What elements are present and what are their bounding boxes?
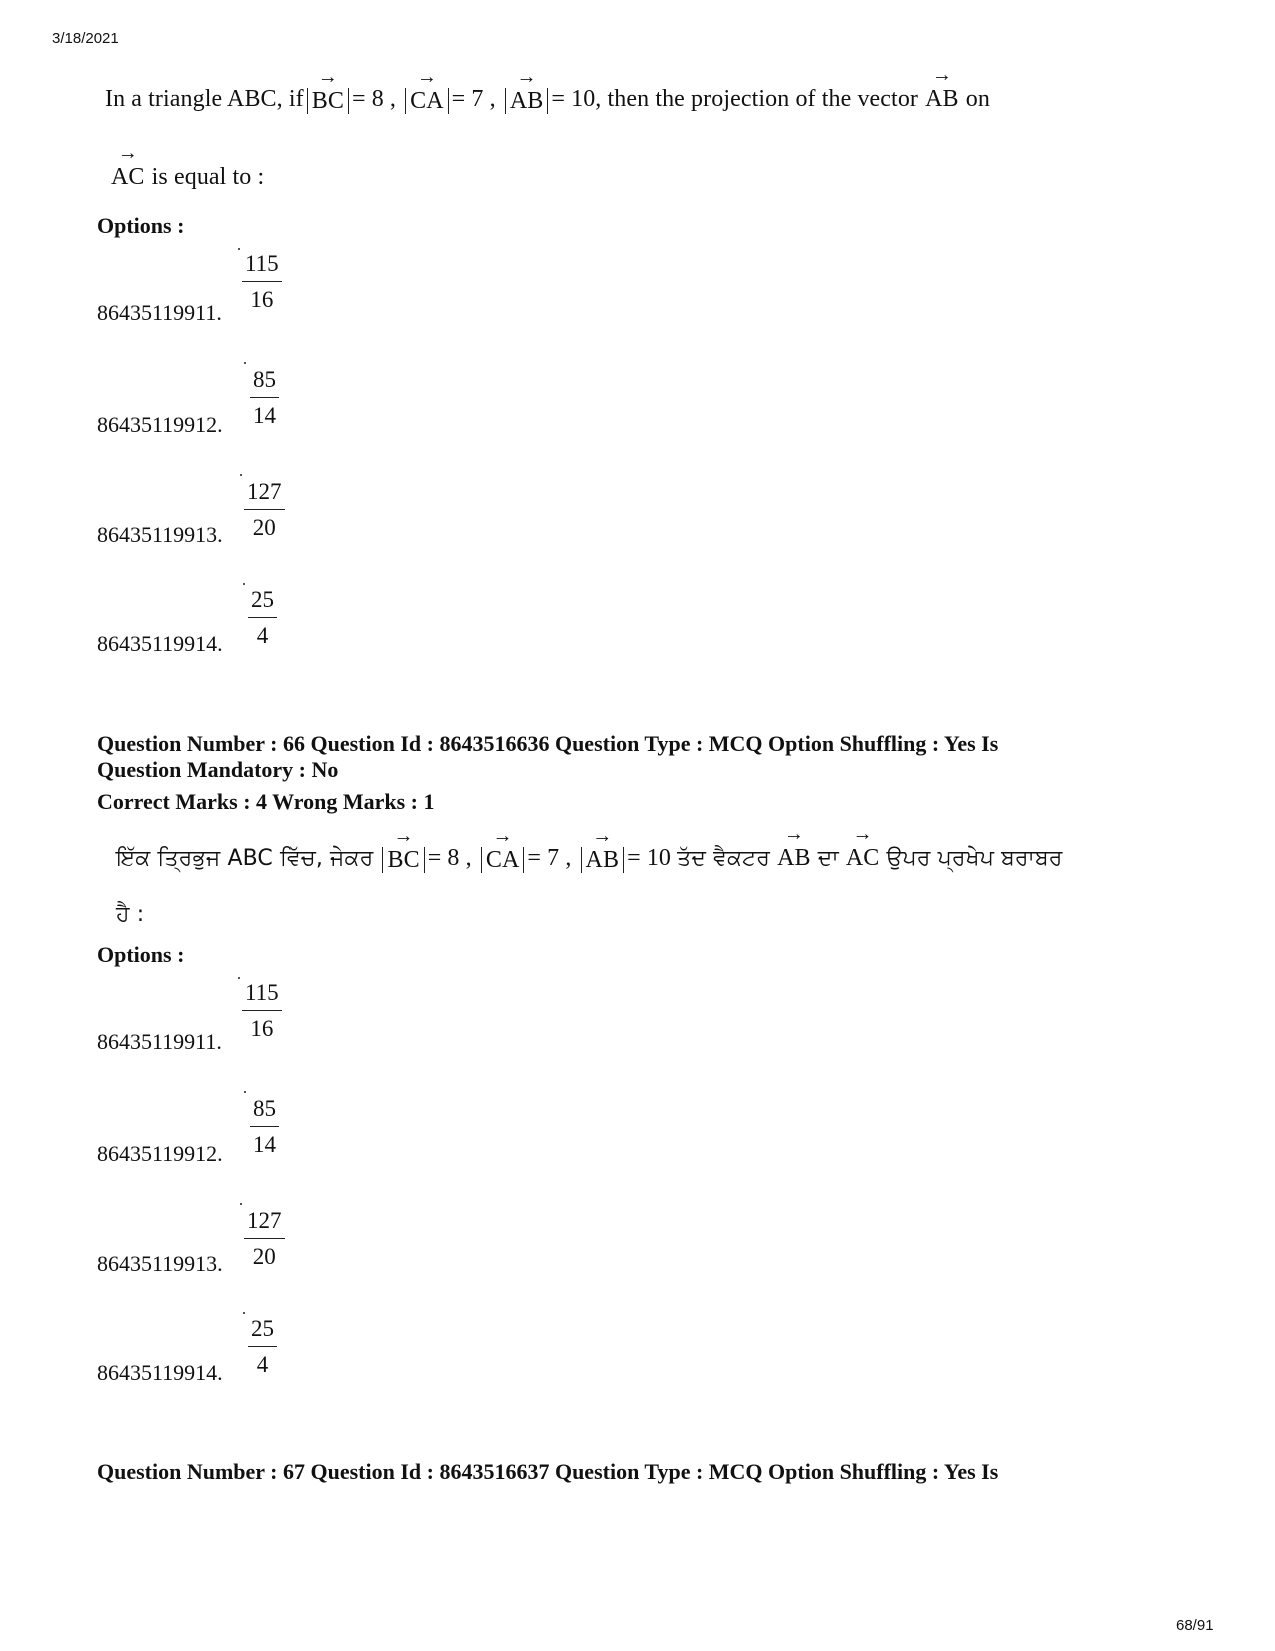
q66-abs-ca [481, 825, 525, 873]
arrow-icon: → [317, 66, 338, 88]
fraction-numerator: 25 [248, 1317, 277, 1347]
q66-marks: Correct Marks : 4 Wrong Marks : 1 [97, 789, 435, 814]
fraction-numerator: 25 [248, 588, 277, 618]
q65-text-on: on [965, 86, 990, 112]
q66-abs-ab [581, 825, 625, 873]
page-number: 68/91 [1176, 1617, 1214, 1634]
tick-mark [238, 248, 240, 250]
q66-option-1-id: 86435119911. [97, 1029, 222, 1054]
arrow-icon: → [416, 66, 437, 88]
q65-option-4-id: 86435119914. [97, 631, 223, 656]
q65-question-line-2 [110, 142, 265, 191]
q65-text-intro: In a triangle ABC, if [105, 86, 304, 112]
fraction-denominator: 14 [253, 1132, 276, 1157]
q66-options-label: Options : [97, 942, 185, 967]
tick-mark [240, 1203, 242, 1205]
q65-option-2-id: 86435119912. [97, 412, 223, 437]
fraction-denominator: 4 [256, 623, 269, 648]
fraction-numerator: 127 [244, 1209, 285, 1239]
tick-mark [240, 474, 242, 476]
q66-text-da: ਦਾ [817, 846, 839, 871]
q66-option-2-fraction [250, 1097, 279, 1156]
q66-abs-bc [382, 825, 424, 873]
q65-question-line-1 [105, 64, 990, 114]
q66-text-vector: ਤੱਦ ਵੈਕਟਰ [677, 846, 770, 871]
q65-option-3-id: 86435119913. [97, 522, 223, 547]
q67-meta-line-1: Question Number : 67 Question Id : 8643516637 Question Type : MCQ Option Shuffling : Yes Is [97, 1459, 999, 1484]
fraction-denominator: 16 [250, 1016, 274, 1041]
q66-option-2-id: 86435119912. [97, 1141, 223, 1166]
fraction-numerator: 85 [250, 368, 279, 398]
arrow-icon: → [783, 823, 804, 845]
fraction-denominator: 20 [252, 515, 276, 540]
print-date: 3/18/2021 [52, 30, 119, 47]
arrow-icon: → [592, 825, 613, 847]
q65-option-1-fraction [242, 252, 282, 311]
q65-vector-ab: AB [509, 88, 544, 114]
fraction-denominator: 16 [250, 287, 274, 312]
q65-eq-8: = 8 , [351, 86, 396, 112]
arrow-icon: → [393, 825, 414, 847]
fraction-denominator: 4 [256, 1352, 269, 1377]
q65-vec-ac: → AC [111, 142, 145, 190]
q66-eq-10: = 10 [627, 845, 672, 871]
q65-eq-10: = 10 [551, 86, 596, 112]
arrow-icon: → [117, 142, 138, 164]
fraction-numerator: 115 [242, 981, 282, 1011]
arrow-icon: → [931, 64, 952, 86]
arrow-icon: → [852, 823, 873, 845]
q65-vec-ab: → AB [925, 64, 959, 112]
fraction-numerator: 85 [250, 1097, 279, 1127]
q66-option-4-fraction [248, 1317, 277, 1376]
q66-meta-line-2: Question Mandatory : No [97, 757, 339, 782]
q65-options-label: Options : [97, 213, 185, 238]
q66-vector-ca: CA [485, 847, 520, 873]
tick-mark [244, 1091, 246, 1093]
q66-option-3-id: 86435119913. [97, 1251, 223, 1276]
fraction-denominator: 20 [252, 1244, 276, 1269]
q65-text-equal: is equal to : [151, 164, 265, 190]
arrow-icon: → [516, 66, 537, 88]
q66-option-1-fraction [242, 981, 282, 1040]
q66-question-line-1 [116, 823, 1063, 873]
q65-option-3-fraction [244, 480, 285, 539]
fraction-numerator: 115 [242, 252, 282, 282]
fraction-numerator: 127 [244, 480, 285, 510]
q65-option-2-fraction [250, 368, 279, 427]
q65-abs-ca [405, 66, 449, 114]
q66-eq-7: = 7 , [527, 845, 572, 871]
q66-option-3-fraction [244, 1209, 285, 1268]
q66-vector-ab: AB [585, 847, 620, 873]
q66-option-4-id: 86435119914. [97, 1360, 223, 1385]
q66-vector-bc: BC [387, 847, 420, 873]
q65-option-1-id: 86435119911. [97, 300, 222, 325]
q65-text-projection: , then the projection of the vector [595, 86, 919, 112]
q66-vec-ac: → AC [845, 823, 880, 871]
q66-eq-8: = 8 , [427, 845, 472, 871]
q65-eq-7: = 7 , [451, 86, 496, 112]
arrow-icon: → [492, 825, 513, 847]
q66-question-line-2: ਹੈ : [116, 902, 145, 927]
q66-vec-ab: → AB [777, 823, 811, 871]
q66-text-projection: ਉਪਰ ਪ੍ਰਖੇਪ ਬਰਾਬਰ [886, 846, 1063, 871]
fraction-denominator: 14 [253, 403, 276, 428]
tick-mark [238, 977, 240, 979]
tick-mark [243, 1312, 245, 1314]
q66-text-intro: ਇੱਕ ਤ੍ਰਿਭੁਜ ABC ਵਿੱਚ, ਜੇਕਰ [116, 846, 374, 871]
tick-mark [243, 583, 245, 585]
q65-option-4-fraction [248, 588, 277, 647]
q66-meta-line-1: Question Number : 66 Question Id : 8643516636 Question Type : MCQ Option Shuffling : Yes Is [97, 731, 999, 756]
q65-abs-ab [505, 66, 549, 114]
q65-vector-ca: CA [410, 88, 444, 114]
q65-abs-bc [307, 66, 349, 114]
q65-vector-bc: BC [311, 88, 344, 114]
tick-mark [244, 362, 246, 364]
